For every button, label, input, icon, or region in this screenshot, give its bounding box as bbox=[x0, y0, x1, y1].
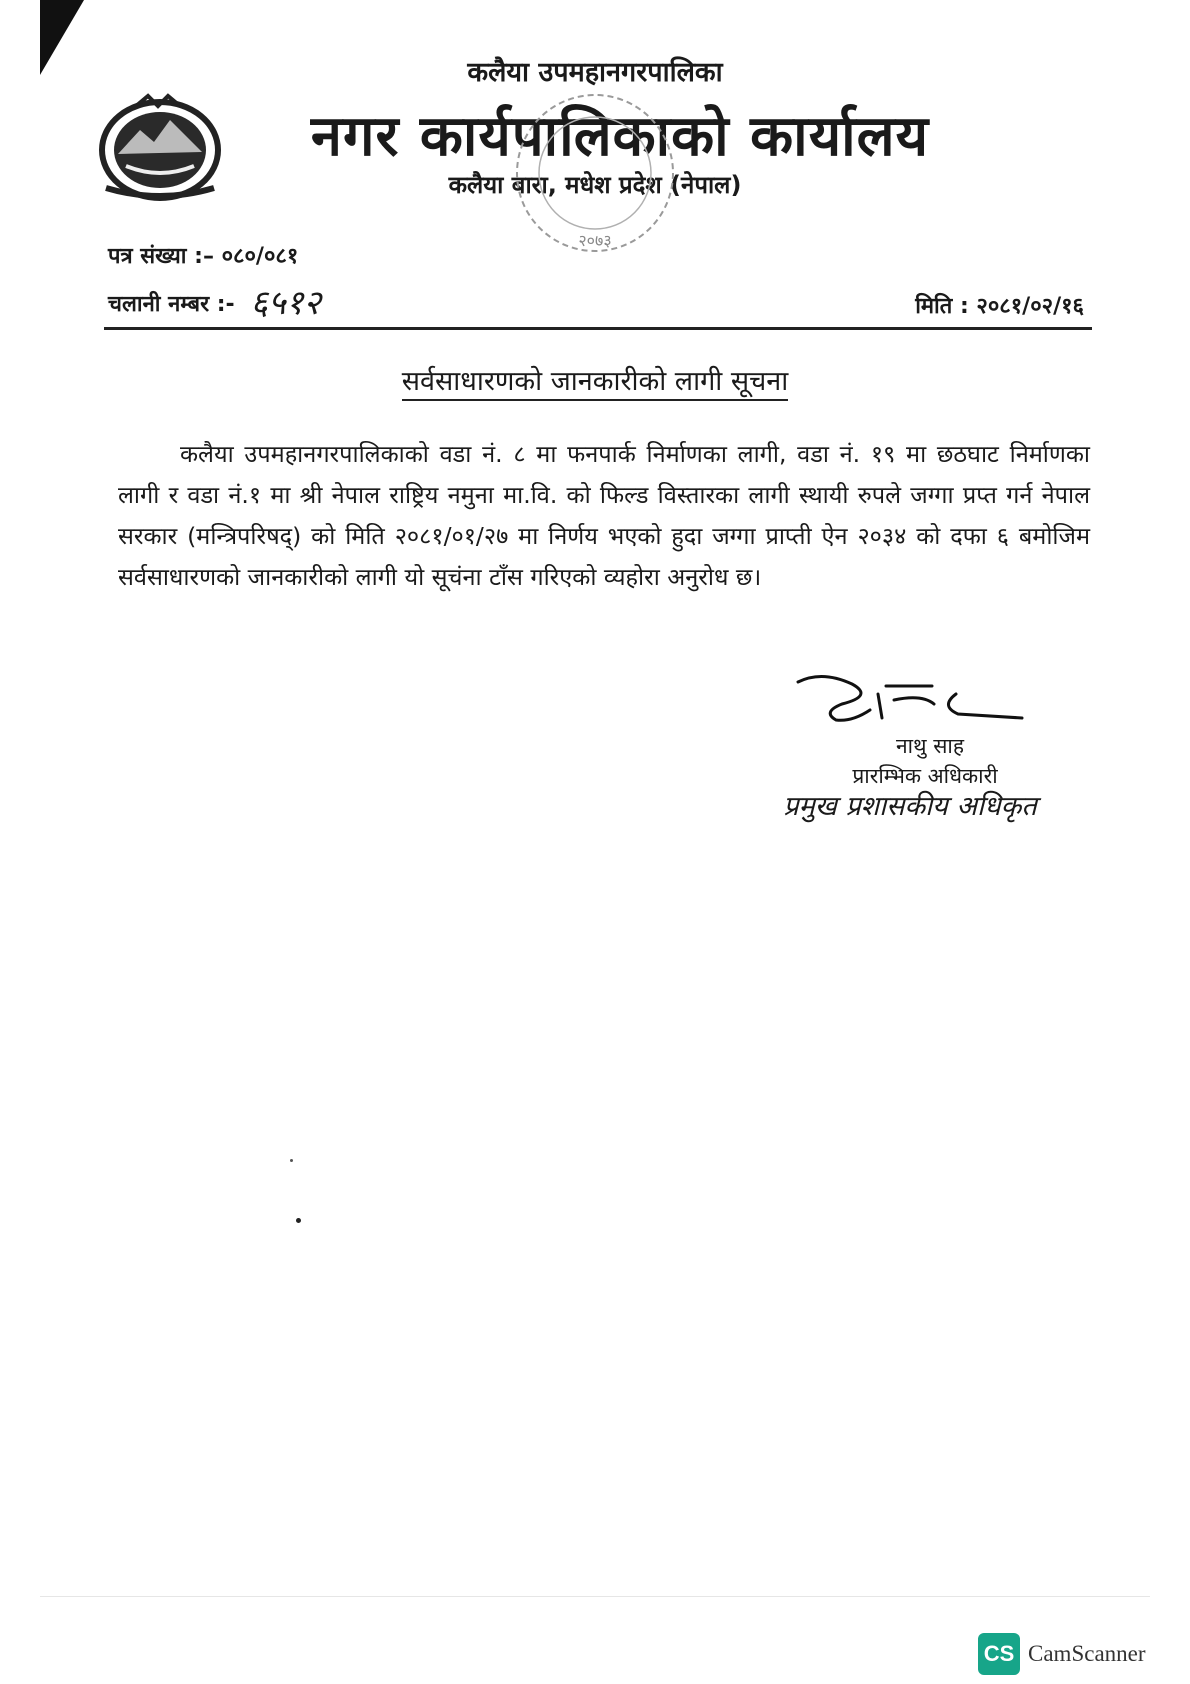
camscanner-logo-icon: CS bbox=[978, 1633, 1020, 1675]
office-stamp bbox=[500, 78, 690, 268]
dispatch-number-row bbox=[108, 278, 321, 324]
office-address: कलैया बारा, मधेश प्रदेश (नेपाल) bbox=[448, 171, 742, 199]
notice-title bbox=[0, 361, 1190, 398]
signatory-name: नाथु साह bbox=[896, 734, 964, 758]
header-divider bbox=[104, 327, 1092, 330]
page-edge bbox=[40, 1596, 1150, 1597]
handwritten-signature bbox=[782, 664, 1042, 728]
signatory-role-handwritten: प्रमुख प्रशासकीय अधिकृत bbox=[783, 791, 1037, 822]
dispatch-number-label: चलानी नम्बर :- bbox=[108, 292, 235, 317]
letter-date: मिति : २०८१/०२/१६ bbox=[915, 294, 1084, 319]
letter-number: पत्र संख्या :– ०८०/०८१ bbox=[108, 244, 299, 269]
scan-speck bbox=[290, 1159, 293, 1162]
notice-body: कलैया उपमहानगरपालिकाको वडा नं. ८ मा फनपार्क निर्माणका लागी, वडा नं. १९ मा छठघाट निर्माणका लागी र वडा नं.१ मा श्री नेपाल राष्ट्रिय नमुना मा.वि. को फिल्ड विस्तारका लागी स्थायी रुपले जग्गा प्रप्त गर्न नेपाल सरकार (मन्त्रिपरिषद्) को मिति २०८१/०१/२७ मा निर्णय भएको हुदा जग्गा प्राप्ती ऐन २०३४ को दफा ६ बमोजिम सर्वसाधारणको जानकारीको लागी यो सूचंना टाँस गरिएको व्यहोरा अनुरोध छ। bbox=[118, 440, 1090, 591]
camscanner-watermark bbox=[978, 1632, 1146, 1676]
stamp-year: २०७३ bbox=[578, 231, 612, 250]
camscanner-label: CamScanner bbox=[1028, 1641, 1146, 1666]
dispatch-number-value: ६५१२ bbox=[250, 283, 322, 323]
office-title: नगर कार्यपालिकाको कार्यालय bbox=[310, 104, 930, 169]
municipality-name: कलैया उपमहानगरपालिका bbox=[467, 57, 723, 88]
signatory-role: प्रारम्भिक अधिकारी bbox=[852, 764, 998, 788]
scan-speck bbox=[296, 1218, 301, 1223]
notice-title-text: सर्वसाधारणको जानकारीको लागी सूचना bbox=[402, 366, 789, 401]
